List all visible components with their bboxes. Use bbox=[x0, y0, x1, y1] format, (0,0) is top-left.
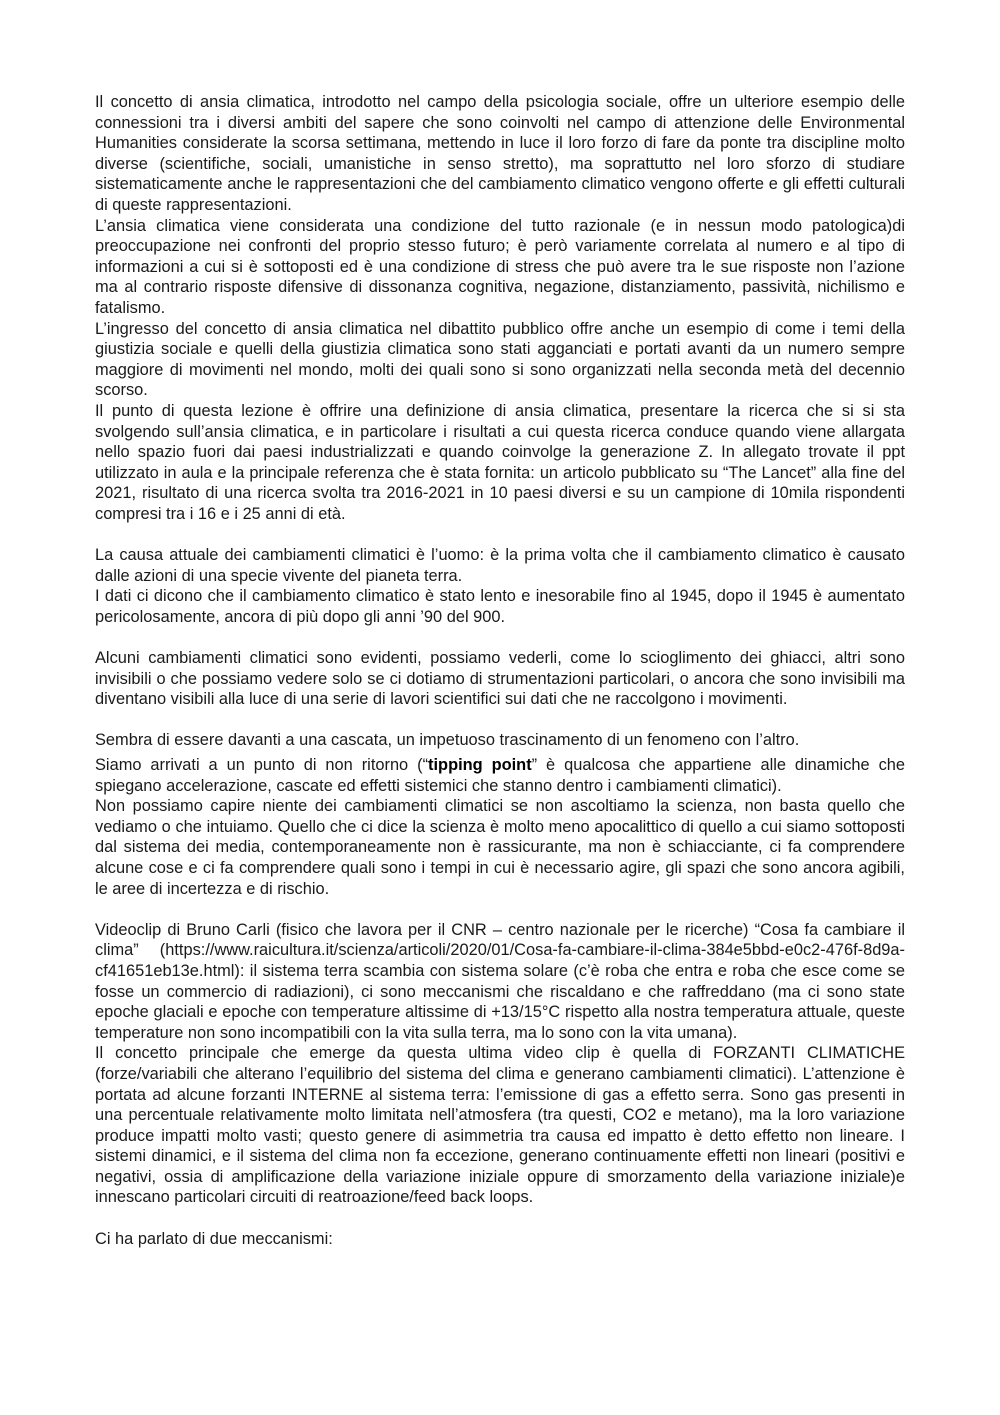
paragraph-tipping-point bbox=[95, 755, 905, 796]
tipping-point-term: tipping point bbox=[428, 756, 532, 774]
paragraph-causa-attuale: La causa attuale dei cambiamenti climatici è l’uomo: è la prima volta che il cambiamento climatico è causato dalle azioni di una specie vivente del pianeta terra. bbox=[95, 546, 905, 585]
tipping-point-after: ” è qualcosa che appartiene alle dinamiche che spiegano accelerazione, cascate ed effetti sistemici che stanno dentro i cambiamenti climatici). bbox=[95, 756, 905, 795]
paragraph-ansia-definizione: L’ansia climatica viene considerata una condizione del tutto razionale (e in nessun modo patologica)di preoccupazione nei confronti del proprio stesso futuro; è però variamente correlata al numero e al tipo di informazioni a cui si è sottoposti ed è una condizione di stress che può avere tra le sue risposte non l’azione ma al contrario risposte difensive di dissonanza cognitiva, negazione, distanziamento, passività, nichilismo e fatalismo. bbox=[95, 216, 905, 317]
paragraph-scienza: Non possiamo capire niente dei cambiamenti climatici se non ascoltiamo la scienza, non basta quello che vediamo o che intuiamo. Quello che ci dice la scienza è molto meno apocalittico di quello a cui siamo sottoposti dal sistema dei media, contemporaneamente non è rassicurante, ma non è schiacciante, ci fa comprendere alcune cose e ci fa comprendere quali sono i tempi in cui è necessario agire, gli spazi che sono ancora agibili, le aree di incertezza e di rischio. bbox=[95, 797, 905, 898]
spacer bbox=[95, 710, 905, 731]
paragraph-cambiamenti-evidenti: Alcuni cambiamenti climatici sono evidenti, possiamo vederli, come lo scioglimento dei ghiacci, altri sono invisibili o che possiamo vedere solo se ci dotiamo di strumentazioni particolari, o ancora che sono invisibili ma diventano visibili alla luce di una serie di lavori scientifici sui dati che ne raccolgono i movimenti. bbox=[95, 649, 905, 709]
spacer bbox=[95, 899, 905, 920]
tipping-point-before: Siamo arrivati a un punto di non ritorno (“ bbox=[95, 756, 429, 774]
spacer bbox=[95, 627, 905, 648]
spacer bbox=[95, 1208, 905, 1229]
paragraph-punto-lezione: Il punto di questa lezione è offrire una definizione di ansia climatica, presentare la ricerca che si si sta svolgendo sull’ansia climatica, e in particolare i risultati a cui questa ricerca conduce quando viene allargata nello spazio fuori dai paesi industrializzati e quando coinvolge la generazione Z. In allegato trovate il ppt utilizzato in aula e la principale referenza che è stata fornita: un articolo pubblicato su “The Lancet” alla fine del 2021, risultato di una ricerca svolta tra 2016-2021 in 10 paesi diversi e su un campione di 10mila rispondenti compresi tra i 16 e i 25 anni di età. bbox=[95, 401, 905, 523]
paragraph-ansia-intro: Il concetto di ansia climatica, introdotto nel campo della psicologia sociale, offre un ulteriore esempio delle connessioni tra i diversi ambiti del sapere che sono coinvolti nel campo di attenzione delle Environmental Humanities considerate la scorsa settimana, mettendo in luce il loro forzo di fare da ponte tra discipline molto diverse (scientifiche, sociali, umanistiche in senso stretto), ma soprattutto nel loro sforzo di studiare sistematicamente anche le rappresentazioni che del cambiamento climatico vengono offerte e gli effetti culturali di queste rappresentazioni. bbox=[95, 93, 905, 214]
document-page bbox=[95, 92, 905, 1249]
spacer bbox=[95, 524, 905, 545]
paragraph-forzanti-climatiche: Il concetto principale che emerge da questa ultima video clip è quella di FORZANTI CLIMATICHE (forze/variabili che alterano l’equilibrio del sistema del clima e generano cambiamenti climatici). L’attenzione è portata ad alcune forzanti INTERNE al sistema terra: l’emissione di gas a effetto serra. Sono gas presenti in una percentuale relativamente molto limitata nell’atmosfera (tra questi, CO2 e metano), ma la loro variazione produce impatti molto vasti; questo genere di asimmetria tra causa ed impatto è detto effetto non lineare. I sistemi dinamici, e il sistema del clima non fa eccezione, generano continuamente effetti non lineari (positivi e negativi, ossia di amplificazione della variazione iniziale oppure di smorzamento della variazione iniziale)e innescano particolari circuiti di reatroazione/feed back loops. bbox=[95, 1044, 905, 1207]
paragraph-dati: I dati ci dicono che il cambiamento climatico è stato lento e inesorabile fino al 1945, dopo il 1945 è aumentato pericolosamente, ancora di più dopo gli anni ’90 del 900. bbox=[95, 587, 905, 626]
paragraph-videoclip: Videoclip di Bruno Carli (fisico che lavora per il CNR – centro nazionale per le ricerche) “Cosa fa cambiare il clima” (https://www.raicultura.it/scienza/articoli/2020/01/Cosa-fa-cambiare-il-clima-384e5bbd-e0c2-476f-8d9a-cf41651eb13e.html): il sistema terra scambia con sistema solare (c’è roba che entra e roba che esce come se fosse un commercio di radiazioni), ci sono meccanismi che riscaldano e che raffreddano (ma ci sono state epoche glaciali e epoche con temperature altissime di +13/15°C rispetto alla nostra temperatura attuale, queste temperature non sono incompatibili con la vita sulla terra, ma lo sono con la vita umana). bbox=[95, 920, 905, 1042]
paragraph-due-meccanismi: Ci ha parlato di due meccanismi: bbox=[95, 1229, 333, 1248]
paragraph-dibattito-pubblico: L’ingresso del concetto di ansia climatica nel dibattito pubblico offre anche un esempio di come i temi della giustizia sociale e quelli della giustizia climatica sono stati agganciati e portati avanti da un numero sempre maggiore di movimenti nel mondo, molti dei quali sono si sono organizzati nella seconda metà del decennio scorso. bbox=[95, 319, 905, 400]
paragraph-cascata: Sembra di essere davanti a una cascata, un impetuoso trascinamento di un fenomeno con l’altro. bbox=[95, 731, 800, 750]
